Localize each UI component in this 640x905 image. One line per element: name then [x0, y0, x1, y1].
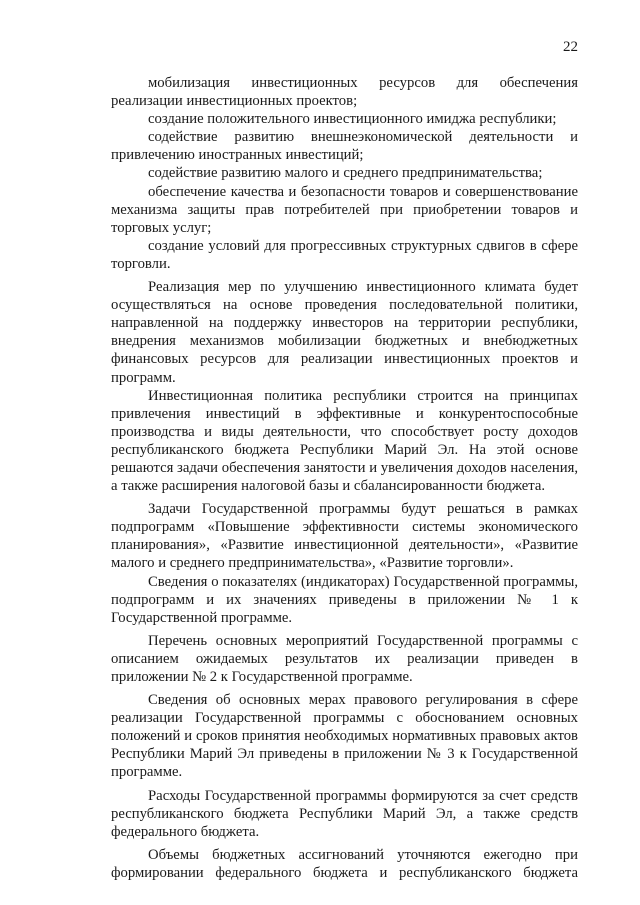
paragraph: Сведения о показателях (индикаторах) Государственной программы, подпрограмм и их значениях приведены в приложении № 1 к Государственной программе. [111, 573, 578, 626]
paragraph: мобилизация инвестиционных ресурсов для обеспечения реализации инвестиционных проектов; [111, 75, 578, 110]
page-number: 22 [563, 39, 578, 55]
paragraph: обеспечение качества и безопасности товаров и совершенствование механизма защиты прав потребителей при приобретении товаров и торговых услуг; [111, 183, 578, 236]
paragraph: Сведения об основных мерах правового регулирования в сфере реализации Государственной программы с обоснованием основных положений и сроков принятия необходимых нормативных правовых актов Республики Марий Эл приведены в приложении № 3 к Государственной программе. [111, 692, 578, 781]
paragraph: содействие развитию внешнеэкономической деятельности и привлечению иностранных инвестиций; [111, 129, 578, 164]
paragraph: Задачи Государственной программы будут решаться в рамках подпрограмм «Повышение эффективности системы экономического планирования», «Развитие инвестиционной деятельности», «Развитие малого и среднего предпринимательства», «Развитие торговли». [111, 501, 578, 572]
paragraph: Инвестиционная политика республики строится на принципах привлечения инвестиций в эффективные и конкурентоспособные производства и виды деятельности, что способствует росту доходов республиканского бюджета Республики Марий Эл. На этой основе решаются задачи обеспечения занятости и увеличения доходов населения, а также расширения налоговой базы и сбалансированности бюджета. [111, 387, 578, 495]
body-text [111, 74, 578, 882]
paragraph: Реализация мер по улучшению инвестиционного климата будет осуществляться на основе проведения последовательной политики, направленной на поддержку инвесторов на территории республики, внедрения механизмов мобилизации бюджетных и внебюджетных финансовых ресурсов для реализации инвестиционных проектов и программ. [111, 279, 578, 386]
paragraph: Объемы бюджетных ассигнований уточняются ежегодно при формировании федерального бюджета и республиканского бюджета [111, 846, 578, 881]
paragraph: создание условий для прогрессивных структурных сдвигов в сфере торговли. [111, 237, 578, 272]
paragraph: создание положительного инвестиционного имиджа республики; [148, 111, 557, 128]
paragraph: содействие развитию малого и среднего предпринимательства; [148, 165, 543, 182]
paragraph: Перечень основных мероприятий Государственной программы с описанием ожидаемых результатов их реализации приведен в приложении № 2 к Государственной программе. [111, 632, 578, 685]
paragraph: Расходы Государственной программы формируются за счет средств республиканского бюджета Республики Марий Эл, а также средств федерального бюджета. [111, 787, 578, 840]
